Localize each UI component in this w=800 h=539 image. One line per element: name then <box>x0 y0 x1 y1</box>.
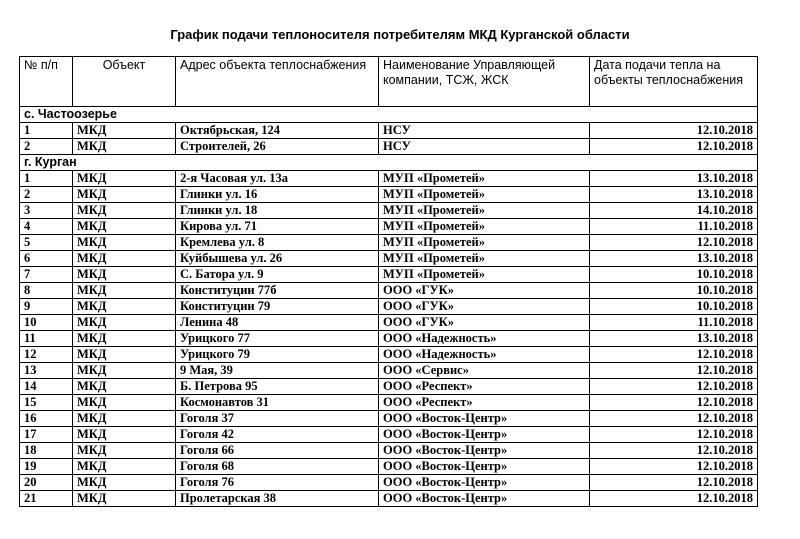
cell-num: 20 <box>20 475 73 491</box>
table-row <box>20 299 758 315</box>
cell-date: 12.10.2018 <box>590 395 758 411</box>
cell-date: 12.10.2018 <box>590 363 758 379</box>
cell-object: МКД <box>73 219 176 235</box>
cell-object: МКД <box>73 283 176 299</box>
table-row <box>20 395 758 411</box>
document-title: График подачи теплоносителя потребителям МКД Курганской области <box>170 27 630 42</box>
cell-object: МКД <box>73 443 176 459</box>
header-num: № п/п <box>20 57 73 107</box>
cell-company: ООО «Респект» <box>379 395 590 411</box>
table-body <box>20 107 758 507</box>
cell-company: ООО «Восток-Центр» <box>379 411 590 427</box>
table-row <box>20 187 758 203</box>
table-row <box>20 331 758 347</box>
table-row <box>20 475 758 491</box>
cell-company: ООО «Восток-Центр» <box>379 475 590 491</box>
cell-date: 13.10.2018 <box>590 251 758 267</box>
table-row <box>20 443 758 459</box>
cell-company: ООО «Надежность» <box>379 331 590 347</box>
cell-num: 12 <box>20 347 73 363</box>
cell-date: 12.10.2018 <box>590 459 758 475</box>
cell-company: ООО «Восток-Центр» <box>379 427 590 443</box>
cell-num: 21 <box>20 491 73 507</box>
cell-company: ООО «Восток-Центр» <box>379 459 590 475</box>
cell-address: Гоголя 68 <box>176 459 379 475</box>
cell-object: МКД <box>73 315 176 331</box>
cell-address: Гоголя 66 <box>176 443 379 459</box>
cell-num: 5 <box>20 235 73 251</box>
table-row <box>20 491 758 507</box>
cell-company: НСУ <box>379 123 590 139</box>
section-cell <box>20 107 758 123</box>
cell-num: 19 <box>20 459 73 475</box>
cell-date: 12.10.2018 <box>590 427 758 443</box>
cell-company: ООО «ГУК» <box>379 299 590 315</box>
table-row <box>20 283 758 299</box>
cell-date: 12.10.2018 <box>590 139 758 155</box>
cell-num: 15 <box>20 395 73 411</box>
table-row <box>20 363 758 379</box>
cell-address: Гоголя 37 <box>176 411 379 427</box>
cell-object: МКД <box>73 411 176 427</box>
table-row <box>20 411 758 427</box>
cell-address: Конституции 77б <box>176 283 379 299</box>
cell-object: МКД <box>73 299 176 315</box>
cell-date: 12.10.2018 <box>590 475 758 491</box>
cell-company: ООО «ГУК» <box>379 315 590 331</box>
cell-object: МКД <box>73 235 176 251</box>
cell-company: МУП «Прометей» <box>379 187 590 203</box>
cell-date: 12.10.2018 <box>590 123 758 139</box>
cell-company: ООО «Сервис» <box>379 363 590 379</box>
table-row <box>20 267 758 283</box>
cell-object: МКД <box>73 267 176 283</box>
cell-num: 2 <box>20 187 73 203</box>
cell-num: 9 <box>20 299 73 315</box>
table-row <box>20 427 758 443</box>
cell-company: МУП «Прометей» <box>379 251 590 267</box>
cell-date: 12.10.2018 <box>590 443 758 459</box>
cell-address: Гоголя 76 <box>176 475 379 491</box>
cell-num: 8 <box>20 283 73 299</box>
cell-date: 14.10.2018 <box>590 203 758 219</box>
header-object: Объект <box>73 57 176 107</box>
cell-object: МКД <box>73 427 176 443</box>
schedule-table <box>19 56 758 507</box>
cell-object: МКД <box>73 395 176 411</box>
cell-num: 1 <box>20 123 73 139</box>
cell-object: МКД <box>73 171 176 187</box>
header-address: Адрес объекта теплоснабжения <box>176 57 379 107</box>
cell-date: 13.10.2018 <box>590 331 758 347</box>
cell-company: ООО «Надежность» <box>379 347 590 363</box>
table-row <box>20 123 758 139</box>
cell-address: Глинки ул. 18 <box>176 203 379 219</box>
cell-num: 10 <box>20 315 73 331</box>
section-cell <box>20 155 758 171</box>
cell-object: МКД <box>73 187 176 203</box>
cell-date: 13.10.2018 <box>590 187 758 203</box>
table-row <box>20 379 758 395</box>
cell-company: МУП «Прометей» <box>379 171 590 187</box>
cell-address: Космонавтов 31 <box>176 395 379 411</box>
table-row <box>20 171 758 187</box>
cell-address: Октябрьская, 124 <box>176 123 379 139</box>
cell-company: МУП «Прометей» <box>379 203 590 219</box>
cell-num: 18 <box>20 443 73 459</box>
table-row <box>20 139 758 155</box>
cell-company: ООО «ГУК» <box>379 283 590 299</box>
cell-company: МУП «Прометей» <box>379 267 590 283</box>
table-row <box>20 219 758 235</box>
cell-num: 14 <box>20 379 73 395</box>
cell-address: Урицкого 77 <box>176 331 379 347</box>
cell-object: МКД <box>73 331 176 347</box>
cell-address: С. Батора ул. 9 <box>176 267 379 283</box>
table-row <box>20 459 758 475</box>
cell-num: 11 <box>20 331 73 347</box>
section-name: г. Курган <box>24 155 77 169</box>
cell-num: 6 <box>20 251 73 267</box>
cell-object: МКД <box>73 363 176 379</box>
table-row <box>20 235 758 251</box>
section-name: с. Частоозерье <box>24 107 117 121</box>
cell-object: МКД <box>73 203 176 219</box>
cell-company: МУП «Прометей» <box>379 219 590 235</box>
cell-address: Кремлева ул. 8 <box>176 235 379 251</box>
section-row <box>20 107 758 123</box>
cell-object: МКД <box>73 475 176 491</box>
cell-date: 12.10.2018 <box>590 411 758 427</box>
table-row <box>20 347 758 363</box>
cell-address: Куйбышева ул. 26 <box>176 251 379 267</box>
cell-date: 10.10.2018 <box>590 299 758 315</box>
cell-num: 16 <box>20 411 73 427</box>
cell-address: 9 Мая, 39 <box>176 363 379 379</box>
cell-object: МКД <box>73 139 176 155</box>
cell-object: МКД <box>73 491 176 507</box>
section-row <box>20 155 758 171</box>
cell-object: МКД <box>73 251 176 267</box>
cell-company: ООО «Восток-Центр» <box>379 443 590 459</box>
cell-num: 1 <box>20 171 73 187</box>
cell-num: 2 <box>20 139 73 155</box>
cell-num: 7 <box>20 267 73 283</box>
header-company: Наименование Управляющей компании, ТСЖ, ЖСК <box>379 57 590 107</box>
table-header-row <box>20 57 758 107</box>
cell-date: 13.10.2018 <box>590 171 758 187</box>
cell-address: Глинки ул. 16 <box>176 187 379 203</box>
cell-date: 10.10.2018 <box>590 267 758 283</box>
cell-object: МКД <box>73 347 176 363</box>
header-date: Дата подачи тепла на объекты теплоснабжения <box>590 57 758 107</box>
cell-date: 12.10.2018 <box>590 347 758 363</box>
cell-company: ООО «Респект» <box>379 379 590 395</box>
cell-address: Ленина 48 <box>176 315 379 331</box>
cell-num: 3 <box>20 203 73 219</box>
cell-date: 12.10.2018 <box>590 379 758 395</box>
cell-address: Кирова ул. 71 <box>176 219 379 235</box>
cell-address: 2-я Часовая ул. 13а <box>176 171 379 187</box>
cell-num: 13 <box>20 363 73 379</box>
cell-address: Б. Петрова 95 <box>176 379 379 395</box>
cell-date: 11.10.2018 <box>590 315 758 331</box>
cell-address: Строителей, 26 <box>176 139 379 155</box>
cell-num: 17 <box>20 427 73 443</box>
cell-company: ООО «Восток-Центр» <box>379 491 590 507</box>
table-row <box>20 315 758 331</box>
table-row <box>20 203 758 219</box>
cell-address: Урицкого 79 <box>176 347 379 363</box>
table-row <box>20 251 758 267</box>
cell-object: МКД <box>73 123 176 139</box>
cell-company: МУП «Прометей» <box>379 235 590 251</box>
cell-company: НСУ <box>379 139 590 155</box>
cell-address: Гоголя 42 <box>176 427 379 443</box>
cell-object: МКД <box>73 459 176 475</box>
cell-address: Пролетарская 38 <box>176 491 379 507</box>
cell-date: 12.10.2018 <box>590 235 758 251</box>
cell-date: 11.10.2018 <box>590 219 758 235</box>
cell-date: 10.10.2018 <box>590 283 758 299</box>
cell-date: 12.10.2018 <box>590 491 758 507</box>
cell-num: 4 <box>20 219 73 235</box>
cell-address: Конституции 79 <box>176 299 379 315</box>
cell-object: МКД <box>73 379 176 395</box>
